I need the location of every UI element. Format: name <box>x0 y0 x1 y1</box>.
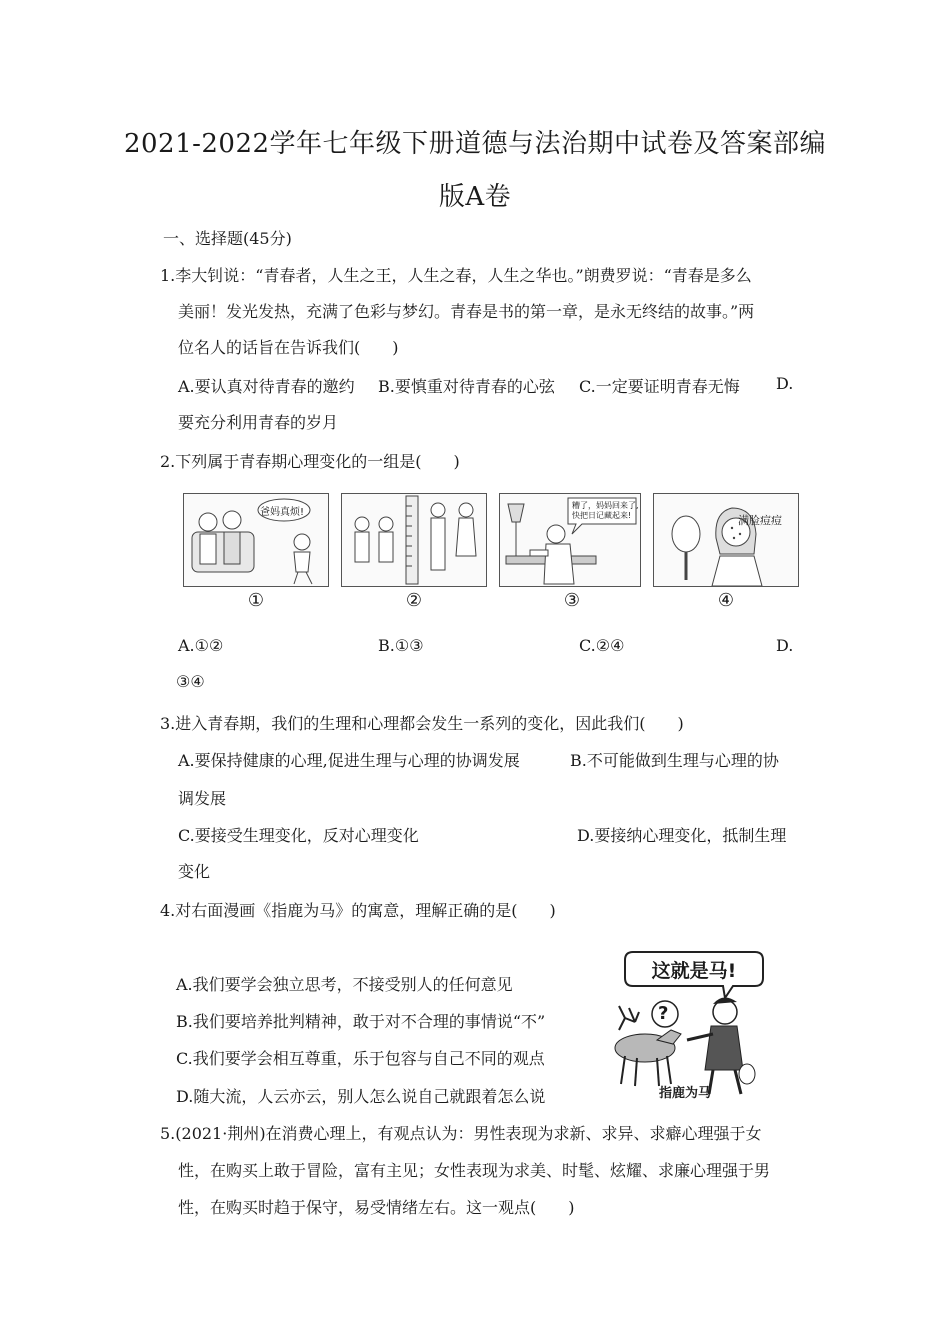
q2-option-d-label: D. <box>776 636 794 655</box>
cartoon-caption: 指鹿为马 <box>659 1086 712 1101</box>
q1-option-d-text: 要充分利用青春的岁月 <box>178 413 339 432</box>
q1-stem-line1: 1.李大钊说：“青春者，人生之王，人生之春，人生之华也。”朗费罗说：“青春是多么 <box>160 266 752 285</box>
q4-option-b: B.我们要培养批判精神，敢于对不合理的事情说“不” <box>176 1012 546 1031</box>
q5-stem-line3: 性，在购买时趋于保守，易受情绪左右。这一观点( ) <box>178 1198 575 1217</box>
q2-option-b: B.①③ <box>378 636 424 655</box>
doc-title-line1: 2021-2022学年七年级下册道德与法治期中试卷及答案部编 <box>123 129 827 159</box>
q3-option-d-line1: D.要接纳心理变化，抵制生理 <box>577 826 787 845</box>
figure-number-3: ③ <box>563 590 581 611</box>
q4-option-a: A.我们要学会独立思考，不接受别人的任何意见 <box>176 975 513 994</box>
q4-option-d: D.随大流，人云亦云，别人怎么说自己就跟着怎么说 <box>176 1087 546 1106</box>
figure-number-2: ② <box>405 590 423 611</box>
figure-number-1: ① <box>247 590 265 611</box>
q1-option-a: A.要认真对待青春的邀约 <box>178 377 355 396</box>
parents-cartoon-illustration <box>184 494 328 586</box>
q2-figure-2 <box>341 493 487 587</box>
q1-option-b: B.要慎重对待青春的心弦 <box>378 377 555 396</box>
q4-option-c: C.我们要学会相互尊重，乐于包容与自己不同的观点 <box>176 1049 545 1068</box>
section-heading: 一、选择题(45分) <box>163 229 292 248</box>
q2-option-a: A.①② <box>178 636 224 655</box>
acne-cartoon-illustration <box>654 494 798 586</box>
fig3-speech-bubble: 糟了，妈妈回来了, 快把日记藏起来! <box>572 501 639 520</box>
q3-option-b-line1: B.不可能做到生理与心理的协 <box>570 751 779 770</box>
q1-option-c: C.一定要证明青春无悔 <box>579 377 740 396</box>
q3-option-d-line2: 变化 <box>178 862 211 881</box>
q2-stem: 2.下列属于青春期心理变化的一组是( ) <box>160 452 460 471</box>
q2-option-d-text: ③④ <box>176 672 205 691</box>
doc-title-line2: 版A卷 <box>438 182 512 212</box>
cartoon-speech-bubble: 这就是马! <box>651 960 737 982</box>
q3-stem: 3.进入青春期，我们的生理和心理都会发生一系列的变化，因此我们( ) <box>160 714 684 733</box>
fig1-speech-bubble: 爸妈真烦! <box>260 507 305 518</box>
figure-number-4: ④ <box>717 590 735 611</box>
q5-stem-line2: 性，在购买上敢于冒险，富有主见；女性表现为求美、时髦、炫耀、求廉心理强于男 <box>178 1161 771 1180</box>
cartoon-question-mark: ? <box>658 1003 669 1024</box>
height-chart-illustration <box>342 494 486 586</box>
q3-option-c: C.要接受生理变化，反对心理变化 <box>178 826 419 845</box>
q2-figure-3 <box>499 493 641 587</box>
q2-figure-1 <box>183 493 329 587</box>
q2-figure-4 <box>653 493 799 587</box>
q3-option-a: A.要保持健康的心理,促进生理与心理的协调发展 <box>178 751 520 770</box>
q1-stem-line3: 位名人的话旨在告诉我们( ) <box>178 338 399 357</box>
fig4-label: 满脸痘痘 <box>738 514 782 527</box>
q2-option-c: C.②④ <box>579 636 625 655</box>
q1-stem-line2: 美丽！发光发热，充满了色彩与梦幻。青春是书的第一章，是永无终结的故事。”两 <box>178 302 755 321</box>
q5-stem-line1: 5.(2021·荆州)在消费心理上，有观点认为：男性表现为求新、求异、求癖心理强于女 <box>160 1124 762 1143</box>
q4-stem: 4.对右面漫画《指鹿为马》的寓意，理解正确的是( ) <box>160 901 556 920</box>
q3-option-b-line2: 调发展 <box>178 789 227 808</box>
q1-option-d-label: D. <box>776 374 794 393</box>
q4-cartoon <box>605 948 777 1100</box>
